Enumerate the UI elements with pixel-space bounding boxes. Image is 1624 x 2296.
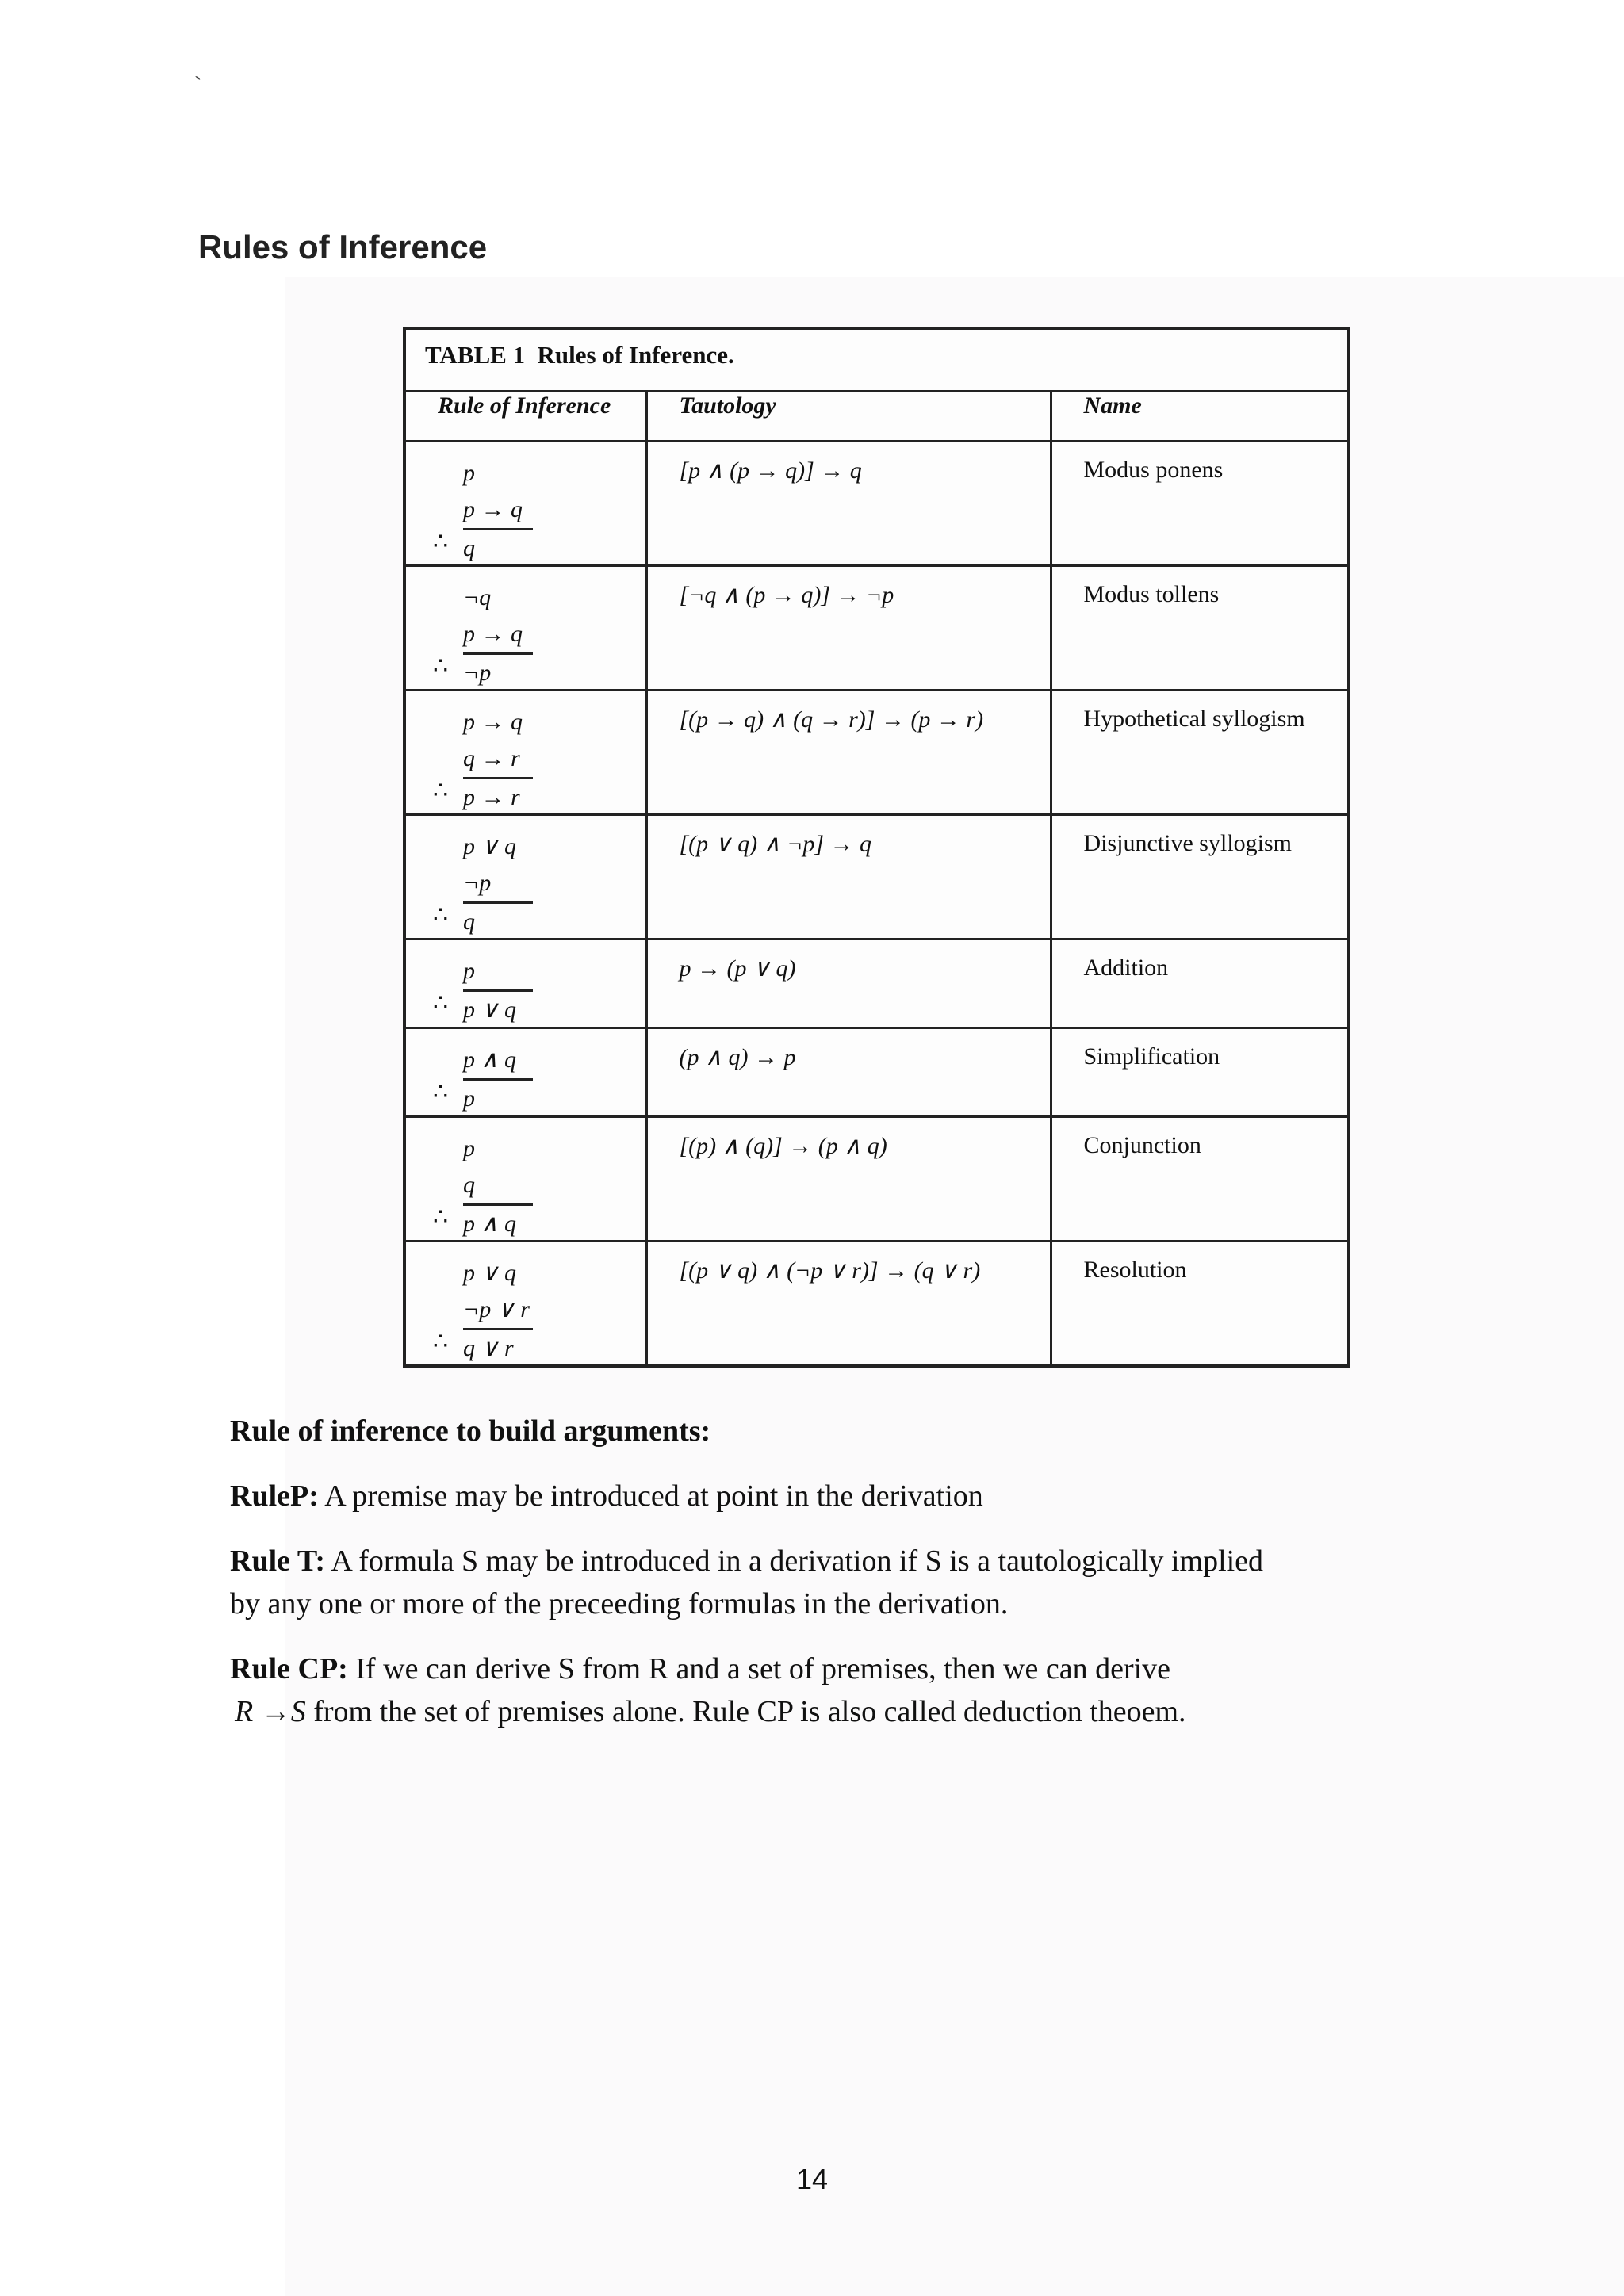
- rule-t-text: A formula S may be introduced in a derivation if S is a tautologically implied by any one or more of the preceeding formulas in the derivation.: [230, 1544, 1264, 1621]
- rule-name-cell: Hypothetical syllogism: [1051, 691, 1349, 815]
- premise: p: [463, 460, 475, 486]
- table-row: [404, 442, 1349, 566]
- therefore-symbol: ∴: [433, 1329, 449, 1355]
- premise: q → r: [463, 745, 520, 771]
- rule-cell: [404, 815, 646, 939]
- table-row: [404, 1028, 1349, 1117]
- table-row: [404, 939, 1349, 1028]
- table-row: [404, 815, 1349, 939]
- rule-p-paragraph: [230, 1475, 1388, 1517]
- rule-cp-formula: R →S: [235, 1695, 306, 1728]
- rules-of-inference-table: [403, 327, 1350, 1368]
- premise: p → q: [463, 709, 523, 735]
- table-row: [404, 566, 1349, 691]
- tautology-cell: [(p ∨ q) ∧ (¬p ∨ r)] → (q ∨ r): [646, 1242, 1051, 1366]
- tautology-cell: [p ∧ (p → q)] → q: [646, 442, 1051, 566]
- rule-cell: [404, 691, 646, 815]
- therefore-symbol: ∴: [433, 653, 449, 679]
- rule-cell: [404, 566, 646, 691]
- table-row: [404, 691, 1349, 815]
- rule-t-paragraph: [230, 1540, 1277, 1625]
- rule-name-cell: Disjunctive syllogism: [1051, 815, 1349, 939]
- therefore-symbol: ∴: [433, 902, 449, 928]
- therefore-symbol: ∴: [433, 778, 449, 804]
- tautology-cell: [¬q ∧ (p → q)] → ¬p: [646, 566, 1051, 691]
- tautology-cell: (p ∧ q) → p: [646, 1028, 1051, 1117]
- rule-name-cell: Modus tollens: [1051, 566, 1349, 691]
- body-subheading: [230, 1410, 1388, 1452]
- tautology-cell: [(p ∨ q) ∧ ¬p] → q: [646, 815, 1051, 939]
- rule-cp-label: Rule CP:: [230, 1652, 348, 1686]
- rule-cell: [404, 442, 646, 566]
- column-header-rule: Rule of Inference: [404, 392, 646, 442]
- stray-mark: `: [194, 73, 202, 98]
- table-caption-title: Rules of Inference.: [537, 341, 734, 369]
- rule-cell: [404, 1117, 646, 1242]
- conclusion: q: [463, 901, 533, 940]
- conclusion: p → r: [463, 777, 533, 816]
- premise: p ∨ q: [463, 1260, 516, 1286]
- tautology-cell: [(p) ∧ (q)] → (p ∧ q): [646, 1117, 1051, 1242]
- rule-name-cell: Simplification: [1051, 1028, 1349, 1117]
- rule-cell: [404, 1242, 646, 1366]
- rule-name-cell: Addition: [1051, 939, 1349, 1028]
- conclusion: p ∧ q: [463, 1203, 533, 1242]
- premise: ¬p ∨ r: [463, 1296, 530, 1322]
- page-number: 14: [795, 2163, 829, 2195]
- column-header-name: Name: [1051, 392, 1349, 442]
- conclusion: q ∨ r: [463, 1328, 533, 1367]
- rule-p-text: A premise may be introduced at point in the derivation: [318, 1479, 983, 1513]
- rule-cp-paragraph: [230, 1647, 1388, 1733]
- therefore-symbol: ∴: [433, 529, 449, 555]
- premise: p ∧ q: [463, 1047, 516, 1073]
- premise: p ∨ q: [463, 833, 516, 859]
- subheading-text: Rule of inference to build arguments:: [230, 1414, 711, 1448]
- table-caption: [404, 328, 1349, 392]
- conclusion: ¬p: [463, 652, 533, 691]
- column-header-tautology: Tautology: [646, 392, 1051, 442]
- conclusion: p ∨ q: [463, 989, 533, 1028]
- rule-cp-text-2: from the set of premises alone. Rule CP is also called deduction theoem.: [305, 1695, 1186, 1728]
- tautology-cell: [(p → q) ∧ (q → r)] → (p → r): [646, 691, 1051, 815]
- table-caption-number: TABLE 1: [425, 341, 526, 369]
- tautology-cell: p → (p ∨ q): [646, 939, 1051, 1028]
- rule-t-label: Rule T:: [230, 1544, 325, 1578]
- premise: q: [463, 1172, 475, 1198]
- table-row: [404, 1242, 1349, 1366]
- premise: p: [463, 958, 475, 984]
- rule-cp-text-1: If we can derive S from R and a set of premises, then we can derive: [347, 1652, 1171, 1686]
- rule-name-cell: Modus ponens: [1051, 442, 1349, 566]
- therefore-symbol: ∴: [433, 1204, 449, 1230]
- rule-cell: [404, 939, 646, 1028]
- premise: ¬q: [463, 584, 492, 610]
- rule-cell: [404, 1028, 646, 1117]
- premise: p: [463, 1135, 475, 1161]
- therefore-symbol: ∴: [433, 1079, 449, 1105]
- table-row: [404, 1117, 1349, 1242]
- conclusion: q: [463, 528, 533, 567]
- premise: p → q: [463, 621, 523, 647]
- premise: p → q: [463, 496, 523, 522]
- rule-name-cell: Conjunction: [1051, 1117, 1349, 1242]
- rule-p-label: RuleP:: [230, 1479, 319, 1513]
- table-header-row: [404, 392, 1349, 442]
- therefore-symbol: ∴: [433, 990, 449, 1016]
- rule-name-cell: Resolution: [1051, 1242, 1349, 1366]
- page-heading: Rules of Inference: [198, 228, 488, 266]
- conclusion: p: [463, 1078, 533, 1117]
- premise: ¬p: [463, 870, 492, 896]
